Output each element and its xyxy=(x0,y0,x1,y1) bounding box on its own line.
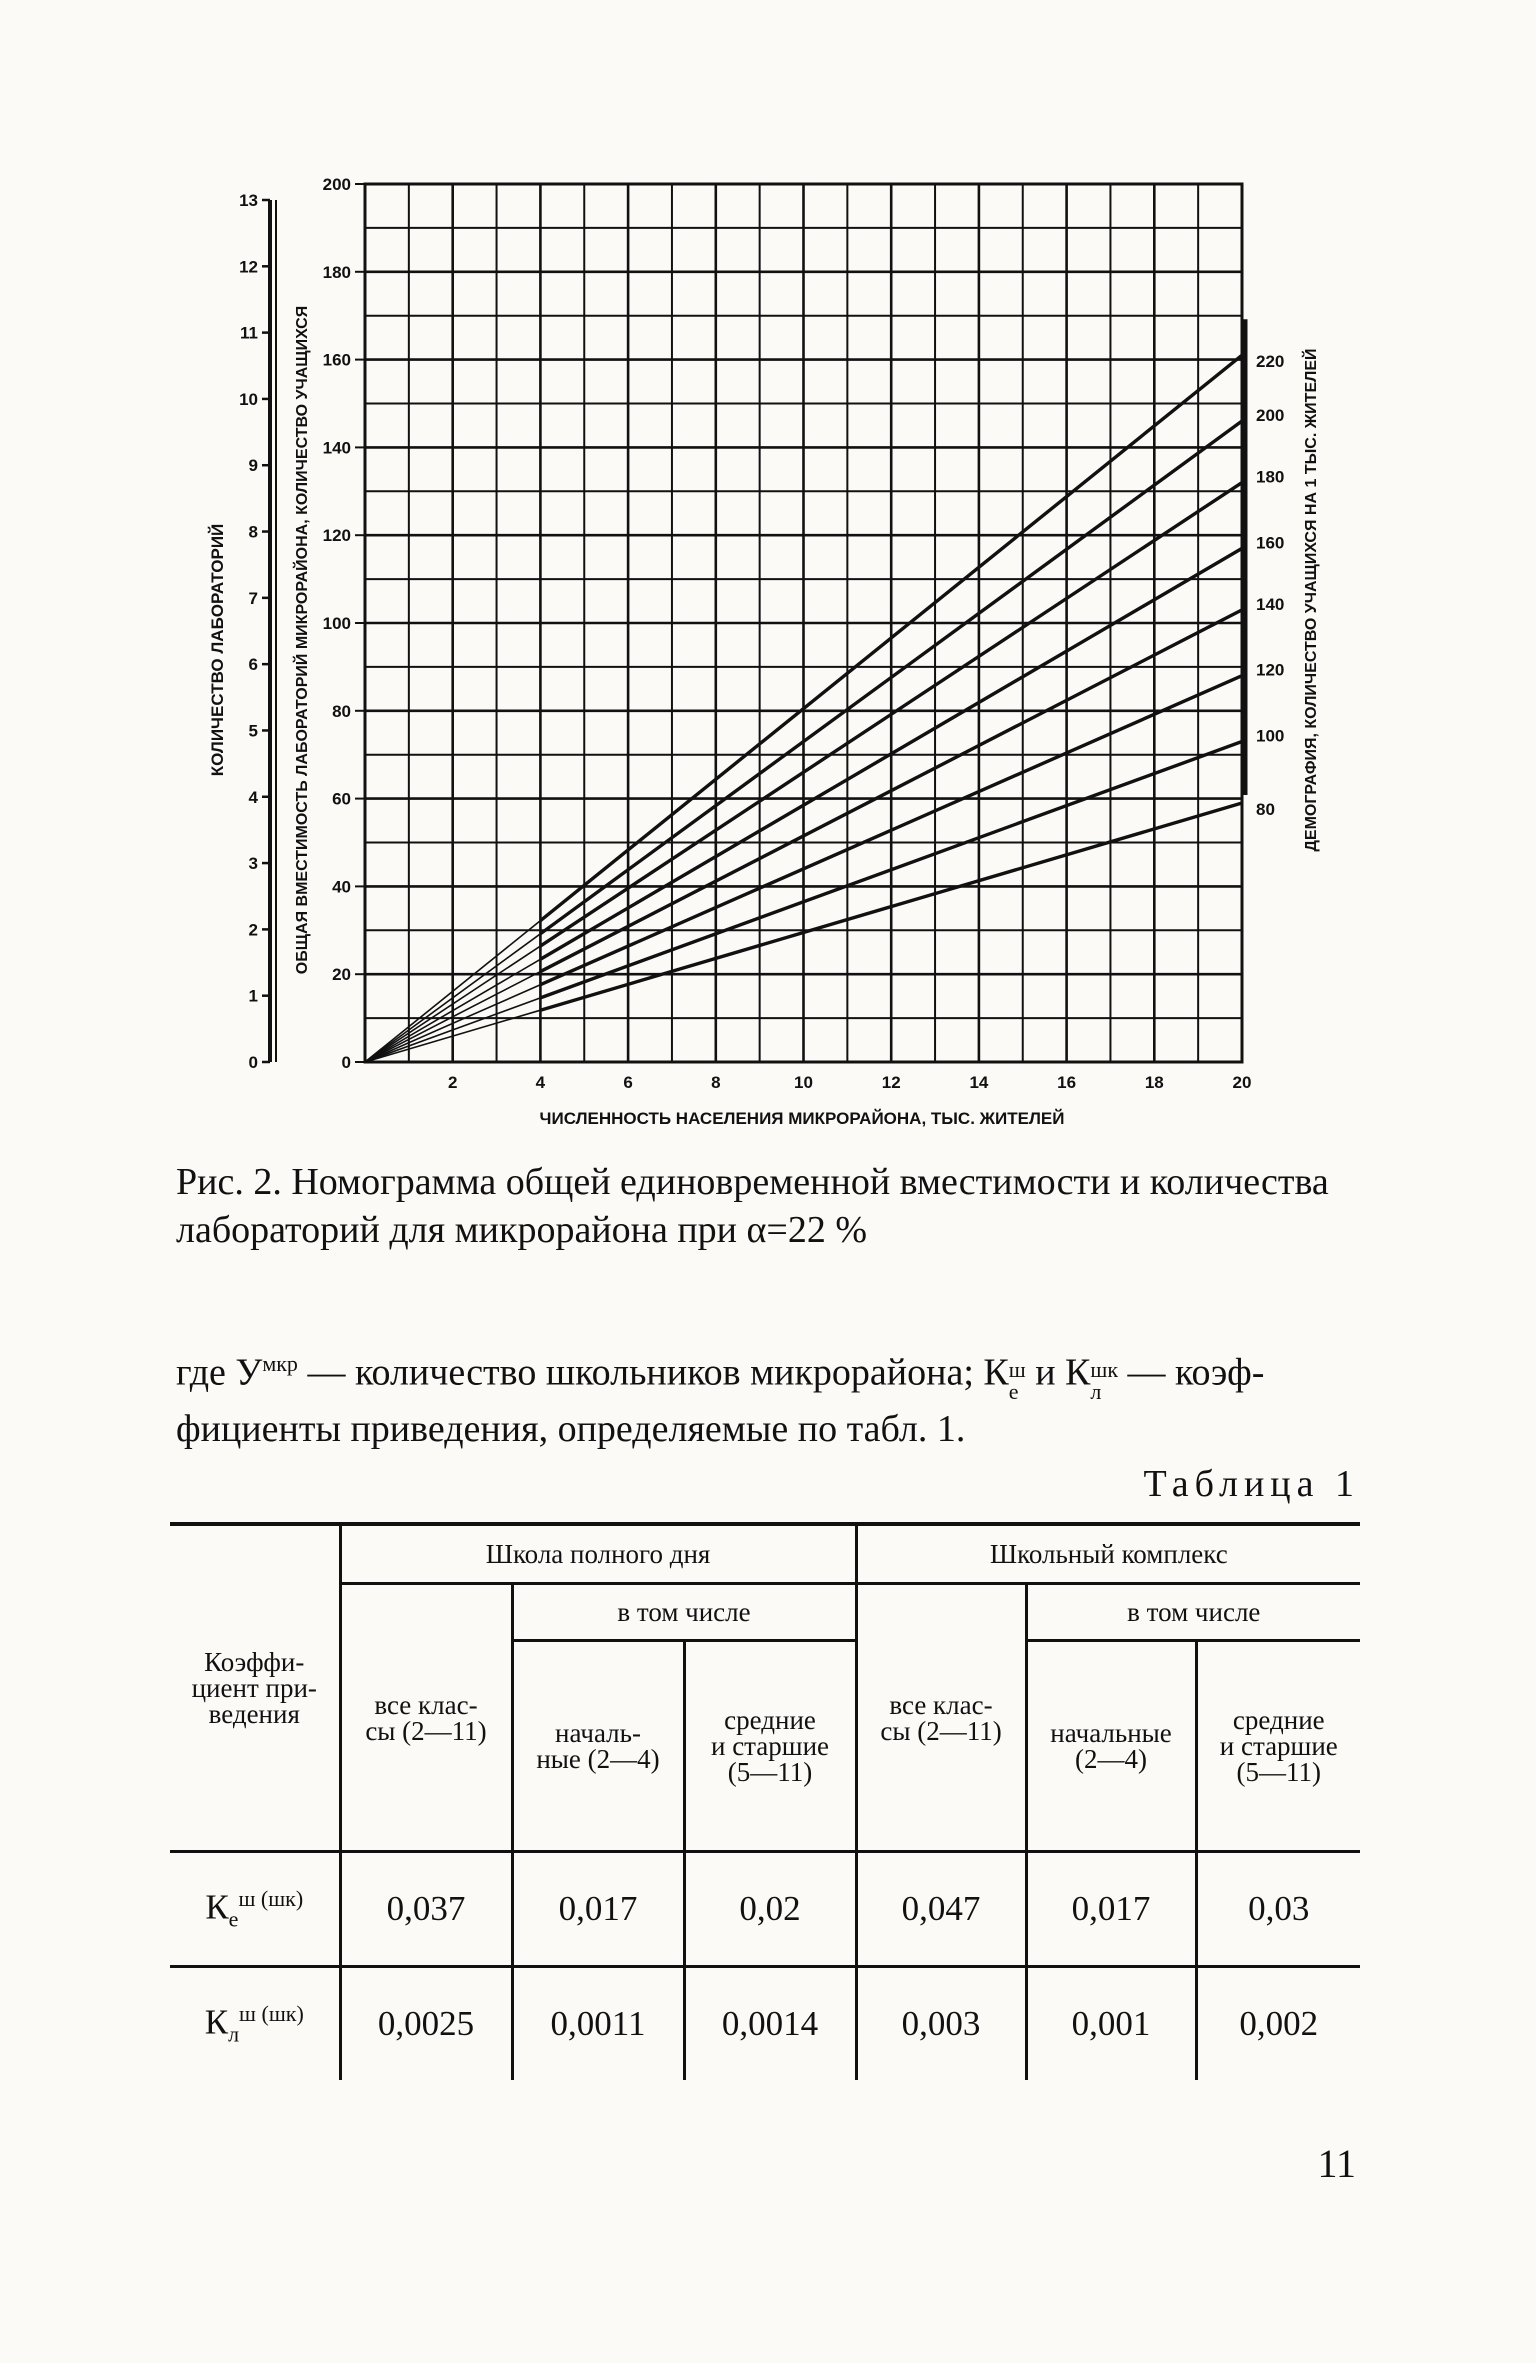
header-text: Коэффи- циент при- ведения xyxy=(191,1647,317,1729)
lab-tick-label: 9 xyxy=(248,456,258,476)
lab-tick-label: 10 xyxy=(239,389,258,409)
y-tick-label: 20 xyxy=(332,965,351,985)
text-fragment: где У xyxy=(176,1351,263,1394)
series-label: 180 xyxy=(1256,467,1285,487)
lab-tick-label: 0 xyxy=(248,1053,258,1072)
lab-tick-label: 7 xyxy=(248,588,258,608)
table-row xyxy=(170,1852,1360,1967)
symbol-extra: (шк) xyxy=(255,1885,304,1911)
y-tick-label: 0 xyxy=(341,1053,351,1072)
symbol-top: шк xyxy=(1090,1356,1119,1382)
header-text: началь- ные (2—4) xyxy=(536,1718,660,1774)
x-tick-label: 4 xyxy=(535,1073,546,1092)
lab-tick-label: 13 xyxy=(239,191,258,210)
x-tick-label: 2 xyxy=(447,1073,458,1092)
header-coefficient xyxy=(170,1524,340,1852)
lab-tick-label: 1 xyxy=(248,986,258,1006)
paragraph-line-1 xyxy=(176,1338,1361,1403)
text-fragment: и К xyxy=(1025,1351,1091,1394)
nomogram-chart xyxy=(0,0,1536,1150)
text-fragment: — коэф- xyxy=(1118,1351,1265,1394)
paragraph-line-2: фициенты приведения, определяемые по табл. 1. xyxy=(176,1407,966,1450)
caption-line-2: лабораторий для микрорайона при α=22 % xyxy=(176,1209,868,1251)
outer-y-axis-label: КОЛИЧЕСТВО ЛАБОРАТОРИЙ xyxy=(208,523,227,777)
table-cell: 0,0025 xyxy=(340,1967,512,2081)
series-label: 140 xyxy=(1256,594,1285,614)
y-tick-label: 80 xyxy=(332,701,351,721)
table-cell: 0,0014 xyxy=(684,1967,856,2081)
x-tick-label: 8 xyxy=(711,1073,721,1092)
lab-tick-label: 4 xyxy=(248,787,258,807)
table-cell: 0,02 xyxy=(684,1852,856,1967)
series-label: 120 xyxy=(1256,660,1285,680)
x-tick-label: 6 xyxy=(623,1073,633,1092)
y-tick-label: 180 xyxy=(322,262,351,282)
inner-y-axis-label: ОБЩАЯ ВМЕСТИМОСТЬ ЛАБОРАТОРИЙ МИКРОРАЙОНА, КОЛИЧЕСТВО УЧАЩИХСЯ xyxy=(294,305,311,975)
x-tick-label: 20 xyxy=(1232,1073,1252,1092)
table-title: Таблица 1 xyxy=(1143,1463,1360,1505)
header-text: все клас- сы (2—11) xyxy=(880,1689,1002,1746)
header-group-school-complex: Школьный комплекс xyxy=(856,1524,1360,1584)
x-tick-label: 16 xyxy=(1057,1073,1077,1092)
coefficient-k-e xyxy=(1008,1356,1026,1404)
table-cell: 0,017 xyxy=(1026,1852,1196,1967)
series-label: 160 xyxy=(1256,533,1285,553)
table-cell: 0,001 xyxy=(1026,1967,1196,2081)
lab-tick-label: 5 xyxy=(248,721,258,741)
lab-tick-label: 2 xyxy=(248,920,258,940)
lab-tick-label: 3 xyxy=(248,854,258,874)
y-tick-label: 60 xyxy=(332,789,351,809)
symbol-bottom: е xyxy=(1008,1378,1019,1404)
lab-tick-label: 8 xyxy=(248,522,258,542)
table-cell: 0,03 xyxy=(1196,1852,1360,1967)
header-text: средние и старшие (5—11) xyxy=(711,1705,830,1787)
page-number: 11 xyxy=(1317,2141,1356,2186)
x-tick-label: 18 xyxy=(1144,1073,1164,1092)
header-g1-primary xyxy=(512,1641,684,1852)
series-label: 200 xyxy=(1256,406,1285,426)
symbol-extra: (шк) xyxy=(256,2000,304,2026)
header-g2-all xyxy=(856,1584,1026,1852)
coefficient-table xyxy=(170,1522,1360,2080)
table-row xyxy=(170,1967,1360,2081)
row-label xyxy=(170,1852,340,1967)
series-label: 100 xyxy=(1256,726,1285,746)
table-cell: 0,047 xyxy=(856,1852,1026,1967)
header-g2-sub: в том числе xyxy=(1026,1584,1360,1641)
y-tick-label: 40 xyxy=(332,877,351,897)
series-label: 80 xyxy=(1256,799,1275,819)
header-g1-sub: в том числе xyxy=(512,1584,856,1641)
header-g1-secondary xyxy=(684,1641,856,1852)
lab-tick-label: 12 xyxy=(239,257,258,277)
lab-tick-label: 11 xyxy=(240,323,258,343)
symbol-subscript: е xyxy=(228,1906,239,1932)
symbol: К xyxy=(204,2002,229,2042)
right-axis-label: ДЕМОГРАФИЯ, КОЛИЧЕСТВО УЧАЩИХСЯ НА 1 ТЫС. ЖИТЕЛЕЙ xyxy=(1303,348,1320,852)
figure-caption xyxy=(176,1158,1361,1254)
x-tick-label: 14 xyxy=(969,1073,989,1092)
header-text: средние и старшие (5—11) xyxy=(1219,1705,1338,1787)
body-paragraph xyxy=(176,1338,1361,1455)
text-fragment: — количество школьников микрорайона; К xyxy=(297,1351,1009,1394)
header-g2-primary xyxy=(1026,1641,1196,1852)
series-label: 220 xyxy=(1256,352,1285,372)
y-tick-label: 100 xyxy=(322,614,351,633)
caption-line-1: Рис. 2. Номограмма общей единовременной вместимости и количества xyxy=(176,1161,1329,1203)
symbol-bottom: л xyxy=(1090,1378,1102,1404)
symbol: К xyxy=(205,1887,229,1927)
chart-grid xyxy=(365,184,1242,1062)
symbol-top: ш xyxy=(1008,1356,1026,1382)
x-tick-label: 12 xyxy=(881,1073,901,1092)
y-tick-label: 120 xyxy=(322,526,351,546)
y-tick-label: 140 xyxy=(322,438,351,458)
symbol-superscript: ш xyxy=(239,2000,256,2026)
chart-labels xyxy=(239,175,1284,1092)
header-text: все клас- сы (2—11) xyxy=(365,1689,487,1746)
symbol-superscript: мкр xyxy=(262,1351,298,1376)
header-group-full-day-school: Школа полного дня xyxy=(340,1524,856,1584)
coefficient-k-l xyxy=(1090,1356,1119,1404)
table-cell: 0,002 xyxy=(1196,1967,1360,2081)
lab-tick-label: 6 xyxy=(248,655,258,675)
table-cell: 0,037 xyxy=(340,1852,512,1967)
table-cell: 0,003 xyxy=(856,1967,1026,2081)
x-axis-label: ЧИСЛЕННОСТЬ НАСЕЛЕНИЯ МИКРОРАЙОНА, ТЫС. ЖИТЕЛЕЙ xyxy=(539,1109,1065,1128)
symbol-subscript: л xyxy=(228,2021,240,2047)
header-text: начальные (2—4) xyxy=(1050,1718,1172,1774)
table-cell: 0,0011 xyxy=(512,1967,684,2081)
y-tick-label: 200 xyxy=(322,175,351,194)
row-label xyxy=(170,1967,340,2081)
table-cell: 0,017 xyxy=(512,1852,684,1967)
y-tick-label: 160 xyxy=(322,350,351,370)
header-g2-secondary xyxy=(1196,1641,1360,1852)
header-g1-all xyxy=(340,1584,512,1852)
symbol-superscript: ш xyxy=(238,1885,256,1911)
x-tick-label: 10 xyxy=(794,1073,813,1092)
